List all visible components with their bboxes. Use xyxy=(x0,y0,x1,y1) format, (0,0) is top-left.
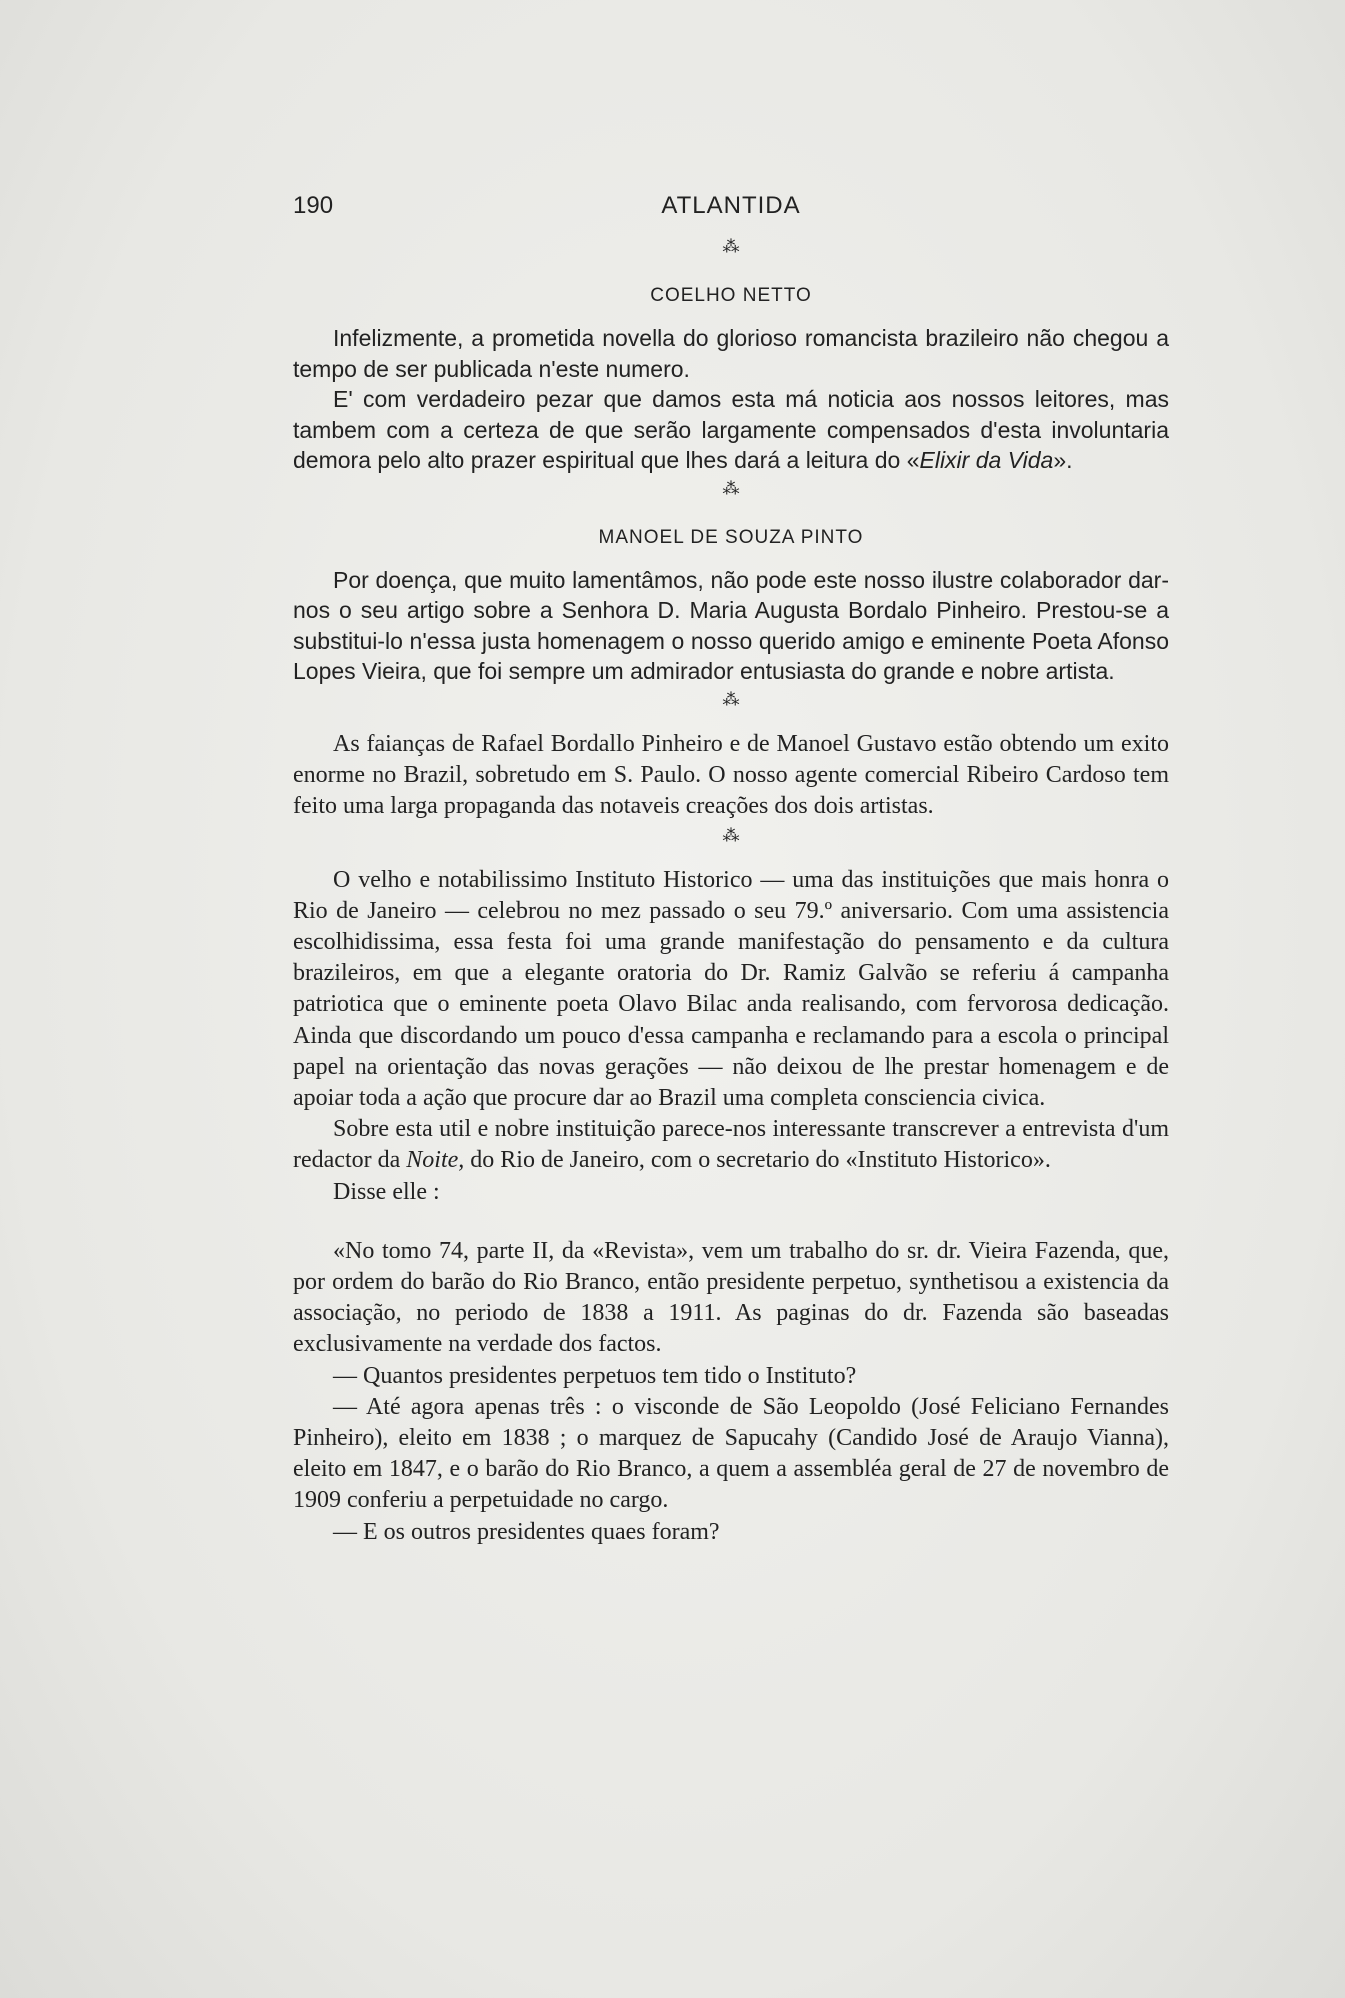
asterism-divider: ⁂ xyxy=(722,478,740,498)
paragraph xyxy=(293,384,1169,476)
running-head xyxy=(293,180,1169,230)
text-run: ». xyxy=(1053,447,1073,474)
asterism-divider: ⁂ xyxy=(722,825,740,845)
paragraph: — Quantos presidentes perpetuos tem tido o Instituto? xyxy=(333,1362,857,1389)
section-coelho-netto xyxy=(293,323,1169,476)
paragraph: Disse elle : xyxy=(333,1178,440,1205)
text-run: E' com verdadeiro pezar que damos esta má noticia aos nossos leitores, mas tambem com a certeza de que serão largamente compensados d'esta involuntaria demora pelo alto prazer espiritual que lhes dará a leitura do « xyxy=(293,386,1169,474)
asterism-divider: ⁂ xyxy=(722,689,740,709)
journal-title: ATLANTIDA xyxy=(661,192,801,219)
paragraph: «No tomo 74, parte II, da «Revista», vem um trabalho do sr. dr. Vieira Fazenda, que, por ordem do barão do Rio Branco, então presidente perpetuo, synthetisou a existencia da associação, no periodo de 1838 a 1911. As paginas do dr. Fazenda são baseadas exclusivamente na verdade dos factos. xyxy=(293,1237,1169,1358)
paragraph: — E os outros presidentes quaes foram? xyxy=(333,1518,720,1545)
italic-title: Noite, xyxy=(406,1147,465,1174)
paragraph: — Até agora apenas três : o visconde de São Leopoldo (José Feliciano Fernandes Pinheiro), eleito em 1838 ; o marquez de Sapucahy (Candido José de Araujo Vianna), eleito em 1847, e o barão do Rio Branco, a quem a assembléa geral de 27 de novembro de 1909 conferiu a perpetuidade no cargo. xyxy=(293,1393,1169,1514)
spacer xyxy=(293,1208,1169,1236)
paragraph: Infelizmente, a prometida novella do glorioso romancista brazileiro não chegou a tempo de ser publicada n'este numero. xyxy=(293,325,1169,382)
section-instituto-historico xyxy=(293,865,1169,1548)
text-block xyxy=(293,180,1169,1548)
section-heading-manoel-de-souza-pinto: MANOEL DE SOUZA PINTO xyxy=(598,526,864,548)
page-number: 190 xyxy=(293,192,334,219)
paragraph xyxy=(293,1114,1169,1176)
paragraph: Por doença, que muito lamentâmos, não pode este nosso ilustre colaborador dar-nos o seu artigo sobre a Senhora D. Maria Augusta Bordalo Pinheiro. Prestou-se a substitui-lo n'essa justa homenagem o nosso querido amigo e eminente Poeta Afonso Lopes Vieira, que foi sempre um admirador entusiasta do grande e nobre artista. xyxy=(293,566,1169,685)
paragraph: As faianças de Rafael Bordallo Pinheiro e de Manoel Gustavo estão obtendo um exito enorme no Brazil, sobretudo em S. Paulo. O nosso agente comercial Ribeiro Cardoso tem feito uma larga propaganda das notaveis creações dos dois artistas. xyxy=(293,730,1169,820)
text-run: Sobre esta util e nobre instituição parece-nos interessante transcrever a entrevista d'um redactor da xyxy=(293,1116,1169,1174)
text-run: do Rio de Janeiro, com o secretario do «Instituto Historico». xyxy=(464,1147,1051,1174)
italic-title: Elixir da Vida xyxy=(919,447,1054,474)
section-faiancas xyxy=(293,729,1169,823)
section-manoel-de-souza-pinto xyxy=(293,565,1169,687)
asterism-divider: ⁂ xyxy=(722,237,740,256)
section-heading-coelho-netto: COELHO NETTO xyxy=(650,285,812,306)
paragraph: O velho e notabilissimo Instituto Historico — uma das instituições que mais honra o Rio de Janeiro — celebrou no mez passado o seu 79.º aniversario. Com uma assistencia escolhidissima, essa festa foi uma grande manifestação do pensamento e da cultura brazileiros, em que a elegante oratoria do Dr. Ramiz Galvão se referiu á campanha patriotica que o eminente poeta Olavo Bilac anda realisando, com fervorosa dedicação. Ainda que discordando um pouco d'essa campanha e reclamando para a escola o principal papel na orientação das novas gerações — não deixou de lhe prestar homenagem e de apoiar toda a ação que procure dar ao Brazil uma completa consciencia civica. xyxy=(293,866,1169,1111)
